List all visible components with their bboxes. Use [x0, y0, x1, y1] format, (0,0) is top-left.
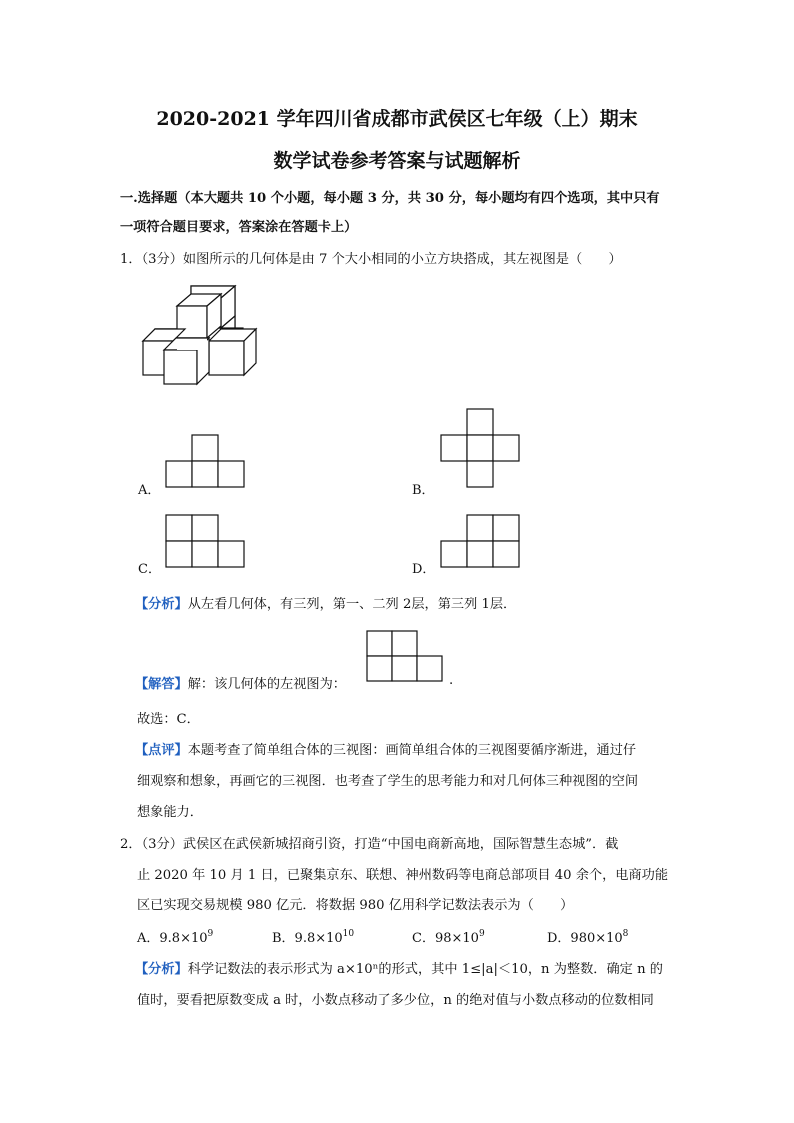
q2-stem-line1: 2．（3分）武侯区在武侯新城招商引资，打造“中国电商新高地，国际智慧生态城”．截: [120, 837, 619, 852]
cube-mid-top: [177, 294, 221, 338]
q1-comment-line1: 【点评】本题考查了简单组合体的三视图：画简单组合体的三视图要循序渐进，通过仔: [135, 743, 637, 758]
option-a-label: A．: [138, 483, 161, 498]
option-d-figure: [441, 515, 519, 567]
q2-option-b: B．$9.8\times 10^{10}$: [272, 928, 355, 946]
comment-tag: 【点评】: [135, 743, 188, 758]
q1-analysis: [135, 593, 516, 612]
q2-option-c: C．$98\times 10^9$: [412, 928, 485, 946]
option-d-label: D．: [412, 562, 436, 577]
option-b-figure: [441, 409, 519, 487]
q1-choice: 故选：C．: [137, 712, 200, 727]
analysis-text: 从左看几何体，有三列，第一、二列 2层，第三列 1层．: [187, 597, 517, 612]
section-header-line2: 一项符合题目要求，答案涂在答题卡上）: [120, 220, 358, 235]
option-a-figure: [166, 435, 244, 487]
option-c-label: C．: [138, 562, 161, 577]
answer-text: 解：该几何体的左视图为：: [187, 677, 346, 692]
analysis-tag: 【分析】: [135, 597, 188, 612]
q2-option-a: A．$9.8\times 10^9$: [137, 928, 214, 946]
answer-figure: [367, 631, 442, 681]
q1-stem: 1．（3分）如图所示的几何体是由 7 个大小相同的小立方块搭成，其左视图是（ ）: [120, 252, 622, 267]
option-b-label: B．: [412, 483, 435, 498]
answer-tag: 【解答】: [135, 677, 188, 692]
cube-mid-lower: [177, 338, 207, 350]
q2-option-d: D．$980\times 10^8$: [547, 928, 629, 946]
q2-analysis-tag: 【分析】: [135, 962, 188, 977]
q2-analysis-line1: 【分析】科学记数法的表示形式为 a×10ⁿ的形式，其中 1≤|a|＜10，n 为整数．确定 n 的: [135, 962, 663, 977]
option-c-figure: [166, 515, 244, 567]
q1-comment-line2: 细观察和想象，再画它的三视图．也考查了学生的思考能力和对几何体三种视图的空间: [137, 774, 639, 789]
q1-comment-line3: 想象能力．: [137, 805, 203, 820]
q2-analysis-line2: 值时，要看把原数变成 a 时，小数点移动了多少位，n 的绝对值与小数点移动的位数相同: [137, 993, 654, 1008]
q2-stem-line2: 止 2020 年 10 月 1 日，已聚集京东、联想、神州数码等电商总部项目 40 余个，电商功能: [137, 868, 669, 883]
page-title: 2020-2021 学年四川省成都市武侯区七年级（上）期末: [156, 108, 638, 130]
q1-answer: [135, 673, 346, 692]
q2-stem-line3: 区已实现交易规模 980 亿元．将数据 980 亿用科学记数法表示为（ ）: [137, 898, 574, 913]
page-subtitle: 数学试卷参考答案与试题解析: [273, 150, 521, 172]
cube-front-right: [209, 329, 256, 375]
section-header-line1: 一.选择题（本大题共 10 个小题，每小题 3 分，共 30 分，每小题均有四个选项，其中只有: [120, 191, 660, 206]
answer-end-mark: .: [449, 673, 454, 688]
